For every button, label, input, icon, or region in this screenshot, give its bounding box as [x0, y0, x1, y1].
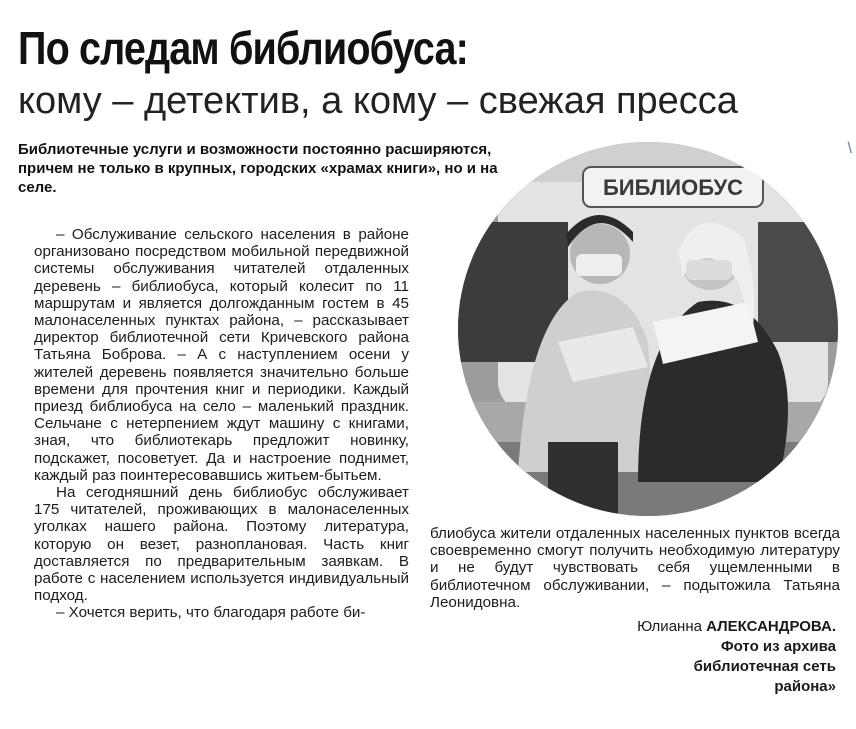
- article-photo: [458, 142, 838, 516]
- edge-mark: \: [847, 140, 852, 157]
- article-subheadline: кому – детектив, а кому – свежая пресса: [18, 80, 738, 122]
- right-column: [430, 525, 840, 611]
- left-column: [34, 226, 409, 622]
- byline: [576, 617, 836, 697]
- photo-librarians-with-bus: [458, 142, 838, 516]
- photo-credit-line-3: района»: [774, 678, 836, 695]
- author-name: [576, 617, 836, 637]
- author-last-name: АЛЕКСАНДРОВА.: [706, 618, 836, 635]
- article-lead: Библиотечные услуги и возможности постоянно расширяются, причем не только в крупных, городских «храмах книги», но и на селе.: [18, 141, 498, 196]
- article-headline: По следам библиобуса:: [18, 22, 468, 74]
- bus-sign-text: БИБЛИОБУС: [602, 175, 744, 200]
- photo-credit-line-1: Фото из архива: [720, 638, 836, 655]
- paragraph-readers: На сегодняшний день библиобус обслуживает 175 читателей, проживающих в малонаселенных уголках нашего района. Поэтому литература, которую он везет, разноплановая. Часть книг доставляется по предварительным заявкам. В работе с населением используется индивидуальный подход.: [34, 484, 409, 605]
- paragraph-closing-start: – Хочется верить, что благодаря работе би-: [56, 604, 366, 622]
- photo-credit-line-2: библиотечная сеть: [693, 658, 836, 675]
- author-first-name: Юлианна: [637, 618, 702, 635]
- paragraph-conclusion: блиобуса жители отдаленных населенных пунктов всегда своевременно смогут получить необходимую литературу и не будут чувствовать себя ущемленными в библиотечном обслуживании, – подытожила Татьяна Леонидовна.: [430, 525, 840, 611]
- paragraph-quote-intro: – Обслуживание сельского населения в районе организовано посредством мобильной передвижной системы обслуживания читателей отдаленных деревень – библиобуса, который колесит по 11 маршрутам и является долгожданным гостем в 45 малонаселенных пунктах района, – рассказывает директор библиотечной сети Кричевского района Татьяна Боброва. – А с наступлением осени у жителей деревень появляется значительно больше времени для прочтения книг и периодики. Каждый приезд библиобуса на село – маленький праздник. Сельчане с нетерпением ждут машину с книгами, зная, что библиотекарь предложит новинку, подскажет, посоветует. Да и настроение поднимет, каждый раз поинтересовавшись житьем-бытьем.: [34, 226, 409, 484]
